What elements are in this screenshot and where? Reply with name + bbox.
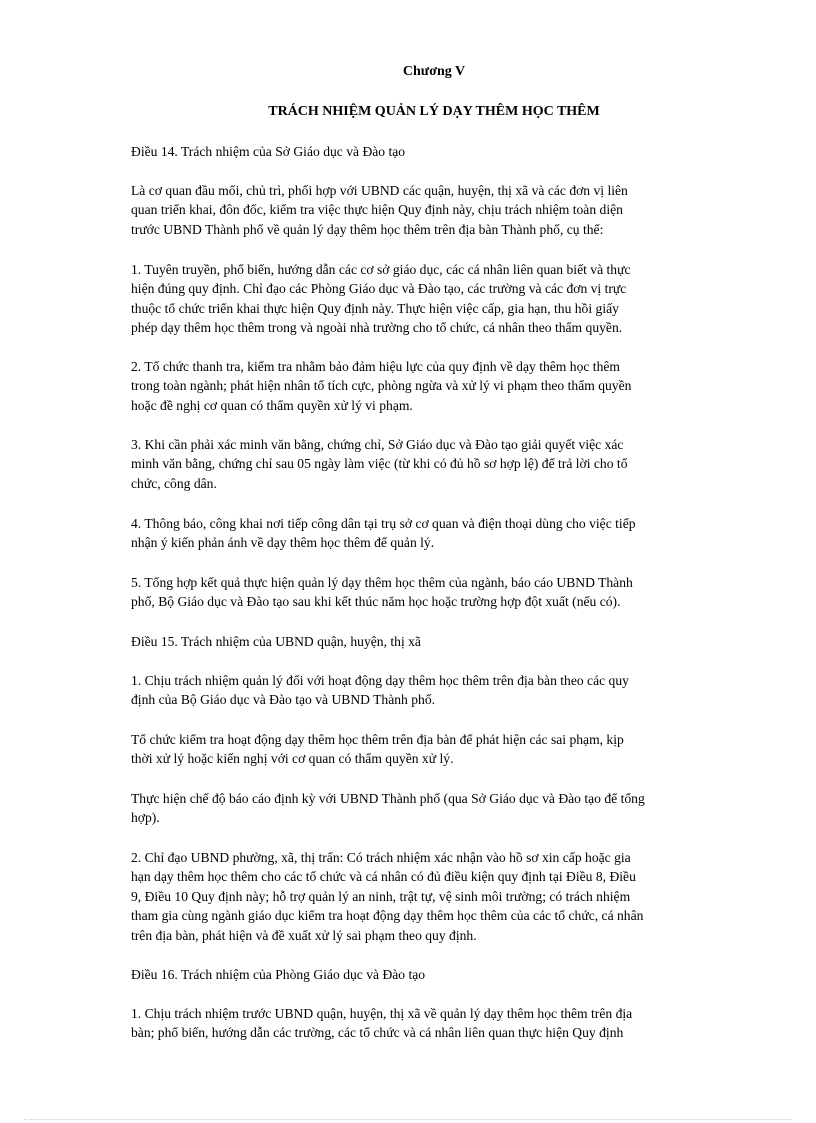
article-15-item-1: 1. Chịu trách nhiệm quản lý đối với hoạt động dạy thêm học thêm trên địa bàn theo các quy định của Bộ Giáo dục và Đào tạo và UBND Thành phố.	[131, 673, 629, 708]
article-14-item-4: 4. Thông báo, công khai nơi tiếp công dân tại trụ sở cơ quan và điện thoại dùng cho việc tiếp nhận ý kiến phản ánh về dạy thêm học thêm để quản lý.	[131, 516, 636, 551]
article-16-heading: Điều 16. Trách nhiệm của Phòng Giáo dục và Đào tạo	[131, 967, 426, 982]
article-14-heading: Điều 14. Trách nhiệm của Sở Giáo dục và Đào tạo	[131, 144, 406, 159]
article-14-item-1: 1. Tuyên truyền, phổ biến, hướng dẫn các cơ sở giáo dục, các cá nhân liên quan biết và thực hiện đúng quy định. Chỉ đạo các Phòng Giáo dục và Đào tạo, các trường và các đơn vị trực thuộc tổ chức triển khai thực hiện Quy định này. Thực hiện việc cấp, gia hạn, thu hồi giấy phép dạy thêm học thêm trong và ngoài nhà trường cho tổ chức, cá nhân theo thẩm quyền.	[131, 262, 631, 336]
page-bottom-rule	[24, 1119, 792, 1120]
chapter-number: Chương V	[402, 64, 466, 79]
article-15-heading: Điều 15. Trách nhiệm của UBND quận, huyện, thị xã	[131, 634, 421, 649]
article-15-item-1b: Tổ chức kiểm tra hoạt động dạy thêm học thêm trên địa bàn để phát hiện các sai phạm, kịp thời xử lý hoặc kiến nghị với cơ quan có thẩm quyền xử lý.	[131, 732, 624, 767]
article-15-item-1c: Thực hiện chế độ báo cáo định kỳ với UBND Thành phố (qua Sở Giáo dục và Đào tạo để tổng hợp).	[131, 791, 645, 826]
article-16-item-1: 1. Chịu trách nhiệm trước UBND quận, huyện, thị xã về quản lý dạy thêm học thêm trên địa bàn; phổ biến, hướng dẫn các trường, các tổ chức và cá nhân liên quan thực hiện Quy định	[131, 1006, 633, 1041]
article-14-item-2: 2. Tổ chức thanh tra, kiểm tra nhằm bảo đảm hiệu lực của quy định về dạy thêm học thêm trong toàn ngành; phát hiện nhân tố tích cực, phòng ngừa và xử lý vi phạm theo thẩm quyền hoặc đề nghị cơ quan có thẩm quyền xử lý vi phạm.	[131, 359, 632, 413]
article-14-intro: Là cơ quan đầu mối, chủ trì, phối hợp với UBND các quận, huyện, thị xã và các đơn vị liên quan triển khai, đôn đốc, kiểm tra việc thực hiện Quy định này, chịu trách nhiệm toàn diện trước UBND Thành phố về quản lý dạy thêm học thêm trên địa bàn Thành phố, cụ thể:	[131, 183, 628, 237]
article-14-item-5: 5. Tổng hợp kết quả thực hiện quản lý dạy thêm học thêm của ngành, báo cáo UBND Thành phố, Bộ Giáo dục và Đào tạo sau khi kết thúc năm học hoặc trường hợp đột xuất (nếu có).	[131, 575, 633, 610]
article-15-item-2: 2. Chỉ đạo UBND phường, xã, thị trấn: Có trách nhiệm xác nhận vào hồ sơ xin cấp hoặc gia hạn dạy thêm học thêm cho các tổ chức và cá nhân có đủ điều kiện quy định tại Điều 8, Điều 9, Điều 10 Quy định này; hỗ trợ quản lý an ninh, trật tự, vệ sinh môi trường; có trách nhiệm tham gia cùng ngành giáo dục kiểm tra hoạt động dạy thêm học thêm của các tổ chức, cá nhân trên địa bàn, phát hiện và đề xuất xử lý sai phạm theo quy định.	[131, 850, 644, 943]
chapter-title: TRÁCH NHIỆM QUẢN LÝ DẠY THÊM HỌC THÊM	[268, 104, 600, 119]
article-14-item-3: 3. Khi cần phải xác minh văn bằng, chứng chỉ, Sở Giáo dục và Đào tạo giải quyết việc xác minh văn bằng, chứng chỉ sau 05 ngày làm việc (từ khi có đủ hồ sơ hợp lệ) để trả lời cho tổ chức, công dân.	[131, 437, 628, 491]
